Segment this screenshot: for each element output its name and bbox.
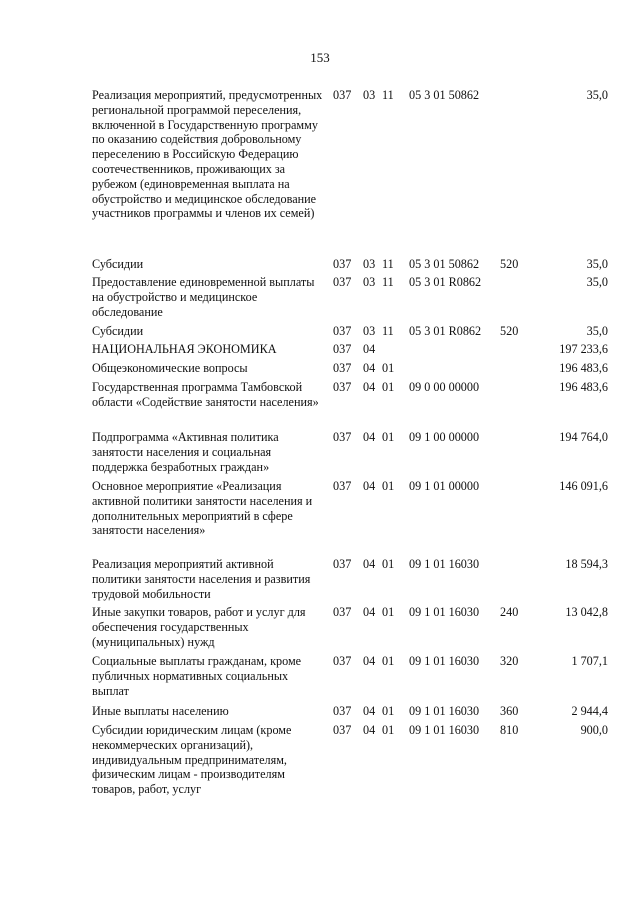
row-rz: 04 bbox=[363, 361, 376, 375]
row-sum: 196 483,6 bbox=[559, 380, 608, 394]
row-sum: 35,0 bbox=[586, 275, 608, 289]
row-ved: 037 bbox=[333, 275, 352, 289]
row-rz: 03 bbox=[363, 275, 376, 289]
row-csr: 09 1 01 00000 bbox=[409, 479, 480, 493]
row-csr: 09 0 00 00000 bbox=[409, 380, 480, 394]
row-rz: 03 bbox=[363, 88, 376, 102]
row-sum: 35,0 bbox=[586, 257, 608, 271]
row-rz: 04 bbox=[363, 380, 376, 394]
row-csr: 09 1 01 16030 bbox=[409, 654, 480, 668]
row-ved: 037 bbox=[333, 324, 352, 338]
row-name: Общеэкономические вопросы bbox=[92, 361, 248, 375]
row-ved: 037 bbox=[333, 479, 352, 493]
row-pr: 11 bbox=[382, 257, 394, 271]
row-rz: 04 bbox=[363, 342, 376, 356]
row-ved: 037 bbox=[333, 704, 352, 718]
row-sum: 35,0 bbox=[586, 88, 608, 102]
row-ved: 037 bbox=[333, 380, 352, 394]
row-name: НАЦИОНАЛЬНАЯ ЭКОНОМИКА bbox=[92, 342, 277, 356]
row-sum: 197 233,6 bbox=[559, 342, 608, 356]
row-name: Субсидии bbox=[92, 324, 144, 338]
page-number: 153 bbox=[310, 50, 330, 65]
row-vr: 320 bbox=[500, 654, 519, 668]
row-sum: 2 944,4 bbox=[571, 704, 608, 718]
row-ved: 037 bbox=[333, 723, 352, 737]
row-ved: 037 bbox=[333, 557, 352, 571]
row-pr: 11 bbox=[382, 275, 394, 289]
row-vr: 520 bbox=[500, 324, 519, 338]
row-rz: 04 bbox=[363, 605, 376, 619]
row-sum: 196 483,6 bbox=[559, 361, 608, 375]
row-vr: 520 bbox=[500, 257, 519, 271]
row-ved: 037 bbox=[333, 430, 352, 444]
row-pr: 01 bbox=[382, 654, 395, 668]
row-csr: 05 3 01 R0862 bbox=[409, 324, 482, 338]
row-rz: 04 bbox=[363, 479, 376, 493]
row-name: Иные выплаты населению bbox=[92, 704, 229, 718]
row-name: Государственная программа Тамбовской области «Содействие занятости населения» bbox=[92, 380, 319, 409]
row-name: Реализация мероприятий активной политики занятости населения и развития трудовой мобильности bbox=[92, 557, 311, 601]
row-name: Субсидии юридическим лицам (кроме некоммерческих организаций), индивидуальным предпринимателям, физическим лицам - производителям товаров, работ, услуг bbox=[92, 723, 292, 797]
row-sum: 18 594,3 bbox=[565, 557, 608, 571]
row-csr: 05 3 01 R0862 bbox=[409, 275, 482, 289]
row-csr: 09 1 01 16030 bbox=[409, 557, 480, 571]
row-pr: 11 bbox=[382, 324, 394, 338]
row-rz: 04 bbox=[363, 723, 376, 737]
row-sum: 1 707,1 bbox=[571, 654, 608, 668]
row-pr: 01 bbox=[382, 479, 395, 493]
row-pr: 11 bbox=[382, 88, 394, 102]
row-rz: 03 bbox=[363, 257, 376, 271]
row-csr: 09 1 01 16030 bbox=[409, 723, 480, 737]
row-rz: 03 bbox=[363, 324, 376, 338]
row-sum: 900,0 bbox=[580, 723, 608, 737]
row-rz: 04 bbox=[363, 557, 376, 571]
row-ved: 037 bbox=[333, 654, 352, 668]
row-rz: 04 bbox=[363, 654, 376, 668]
row-sum: 146 091,6 bbox=[559, 479, 608, 493]
row-vr: 360 bbox=[500, 704, 519, 718]
row-name: Предоставление единовременной выплаты на обустройство и медицинское обследование bbox=[92, 275, 315, 319]
row-csr: 05 3 01 50862 bbox=[409, 88, 480, 102]
row-ved: 037 bbox=[333, 257, 352, 271]
row-rz: 04 bbox=[363, 430, 376, 444]
row-sum: 13 042,8 bbox=[565, 605, 608, 619]
row-name: Основное мероприятие «Реализация активной политики занятости населения и дополнительных мероприятий в сфере занятости населения» bbox=[92, 479, 313, 538]
row-pr: 01 bbox=[382, 723, 395, 737]
row-ved: 037 bbox=[333, 342, 352, 356]
row-rz: 04 bbox=[363, 704, 376, 718]
row-csr: 09 1 01 16030 bbox=[409, 605, 480, 619]
row-sum: 35,0 bbox=[586, 324, 608, 338]
row-vr: 810 bbox=[500, 723, 519, 737]
row-name: Субсидии bbox=[92, 257, 144, 271]
row-csr: 05 3 01 50862 bbox=[409, 257, 480, 271]
row-ved: 037 bbox=[333, 88, 352, 102]
row-pr: 01 bbox=[382, 430, 395, 444]
row-name: Иные закупки товаров, работ и услуг для обеспечения государственных (муниципальных) нужд bbox=[92, 605, 306, 649]
row-name: Социальные выплаты гражданам, кроме публичных нормативных социальных выплат bbox=[92, 654, 302, 698]
row-ved: 037 bbox=[333, 605, 352, 619]
row-sum: 194 764,0 bbox=[559, 430, 608, 444]
row-name: Реализация мероприятий, предусмотренных региональной программой переселения, включенной в Государственную программу по оказанию содействия добровольному переселению в Российскую Федерацию соотечественников, проживающих за рубежом (единовременная выплата на обустройство и медицинское обследование участников программы и членов их семей) bbox=[92, 88, 323, 221]
row-pr: 01 bbox=[382, 361, 395, 375]
row-pr: 01 bbox=[382, 380, 395, 394]
row-name: Подпрограмма «Активная политика занятости населения и социальная поддержка безработных граждан» bbox=[92, 430, 279, 474]
row-ved: 037 bbox=[333, 361, 352, 375]
row-vr: 240 bbox=[500, 605, 519, 619]
row-pr: 01 bbox=[382, 605, 395, 619]
row-csr: 09 1 01 16030 bbox=[409, 704, 480, 718]
row-pr: 01 bbox=[382, 704, 395, 718]
row-csr: 09 1 00 00000 bbox=[409, 430, 480, 444]
row-pr: 01 bbox=[382, 557, 395, 571]
